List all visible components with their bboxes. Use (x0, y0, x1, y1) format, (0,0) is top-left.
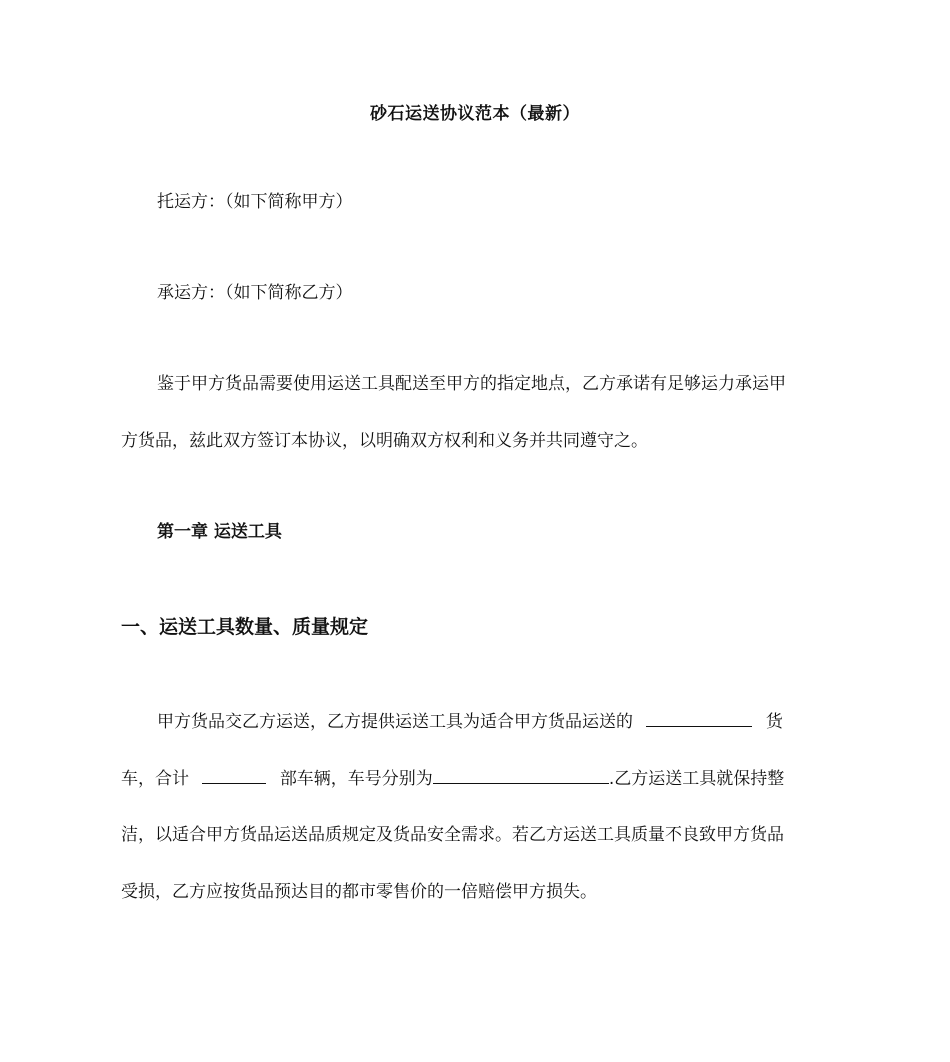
section-body-text: 车，合计 (121, 769, 189, 789)
chapter-heading: 第一章 运送工具 (157, 522, 282, 542)
shipper-line: 托运方：（如下简称甲方） (157, 192, 353, 212)
document-title: 砂石运送协议范本（最新） (370, 104, 580, 124)
preamble-line-1: 鉴于甲方货品需要使用运送工具配送至甲方的指定地点，乙方承诺有足够运力承运甲 (157, 374, 786, 394)
section-body-text: 部车辆，车号分别为 (279, 769, 433, 789)
truck-type-blank (646, 709, 752, 727)
plate-numbers-blank (433, 766, 609, 784)
section-body-line-2 (121, 766, 784, 791)
preamble-line-2: 方货品，兹此双方签订本协议，以明确双方权利和义务并共同遵守之。 (121, 431, 648, 451)
section-body-text: 货 (765, 712, 783, 732)
section-body-line-3: 洁，以适合甲方货品运送品质规定及货品安全需求。若乙方运送工具质量不良致甲方货品 (121, 825, 784, 845)
section-body-line-4: 受损，乙方应按货品预达目的都市零售价的一倍赔偿甲方损失。 (121, 882, 597, 902)
vehicle-count-blank (202, 766, 266, 784)
section-body-line-1 (157, 709, 829, 734)
section-body-text: .乙方运送工具就保持整 (608, 769, 785, 789)
carrier-line: 承运方：（如下简称乙方） (157, 283, 353, 303)
section-body-text: 甲方货品交乙方运送，乙方提供运送工具为适合甲方货品运送的 (157, 712, 633, 732)
section-heading: 一、运送工具数量、质量规定 (121, 616, 369, 638)
